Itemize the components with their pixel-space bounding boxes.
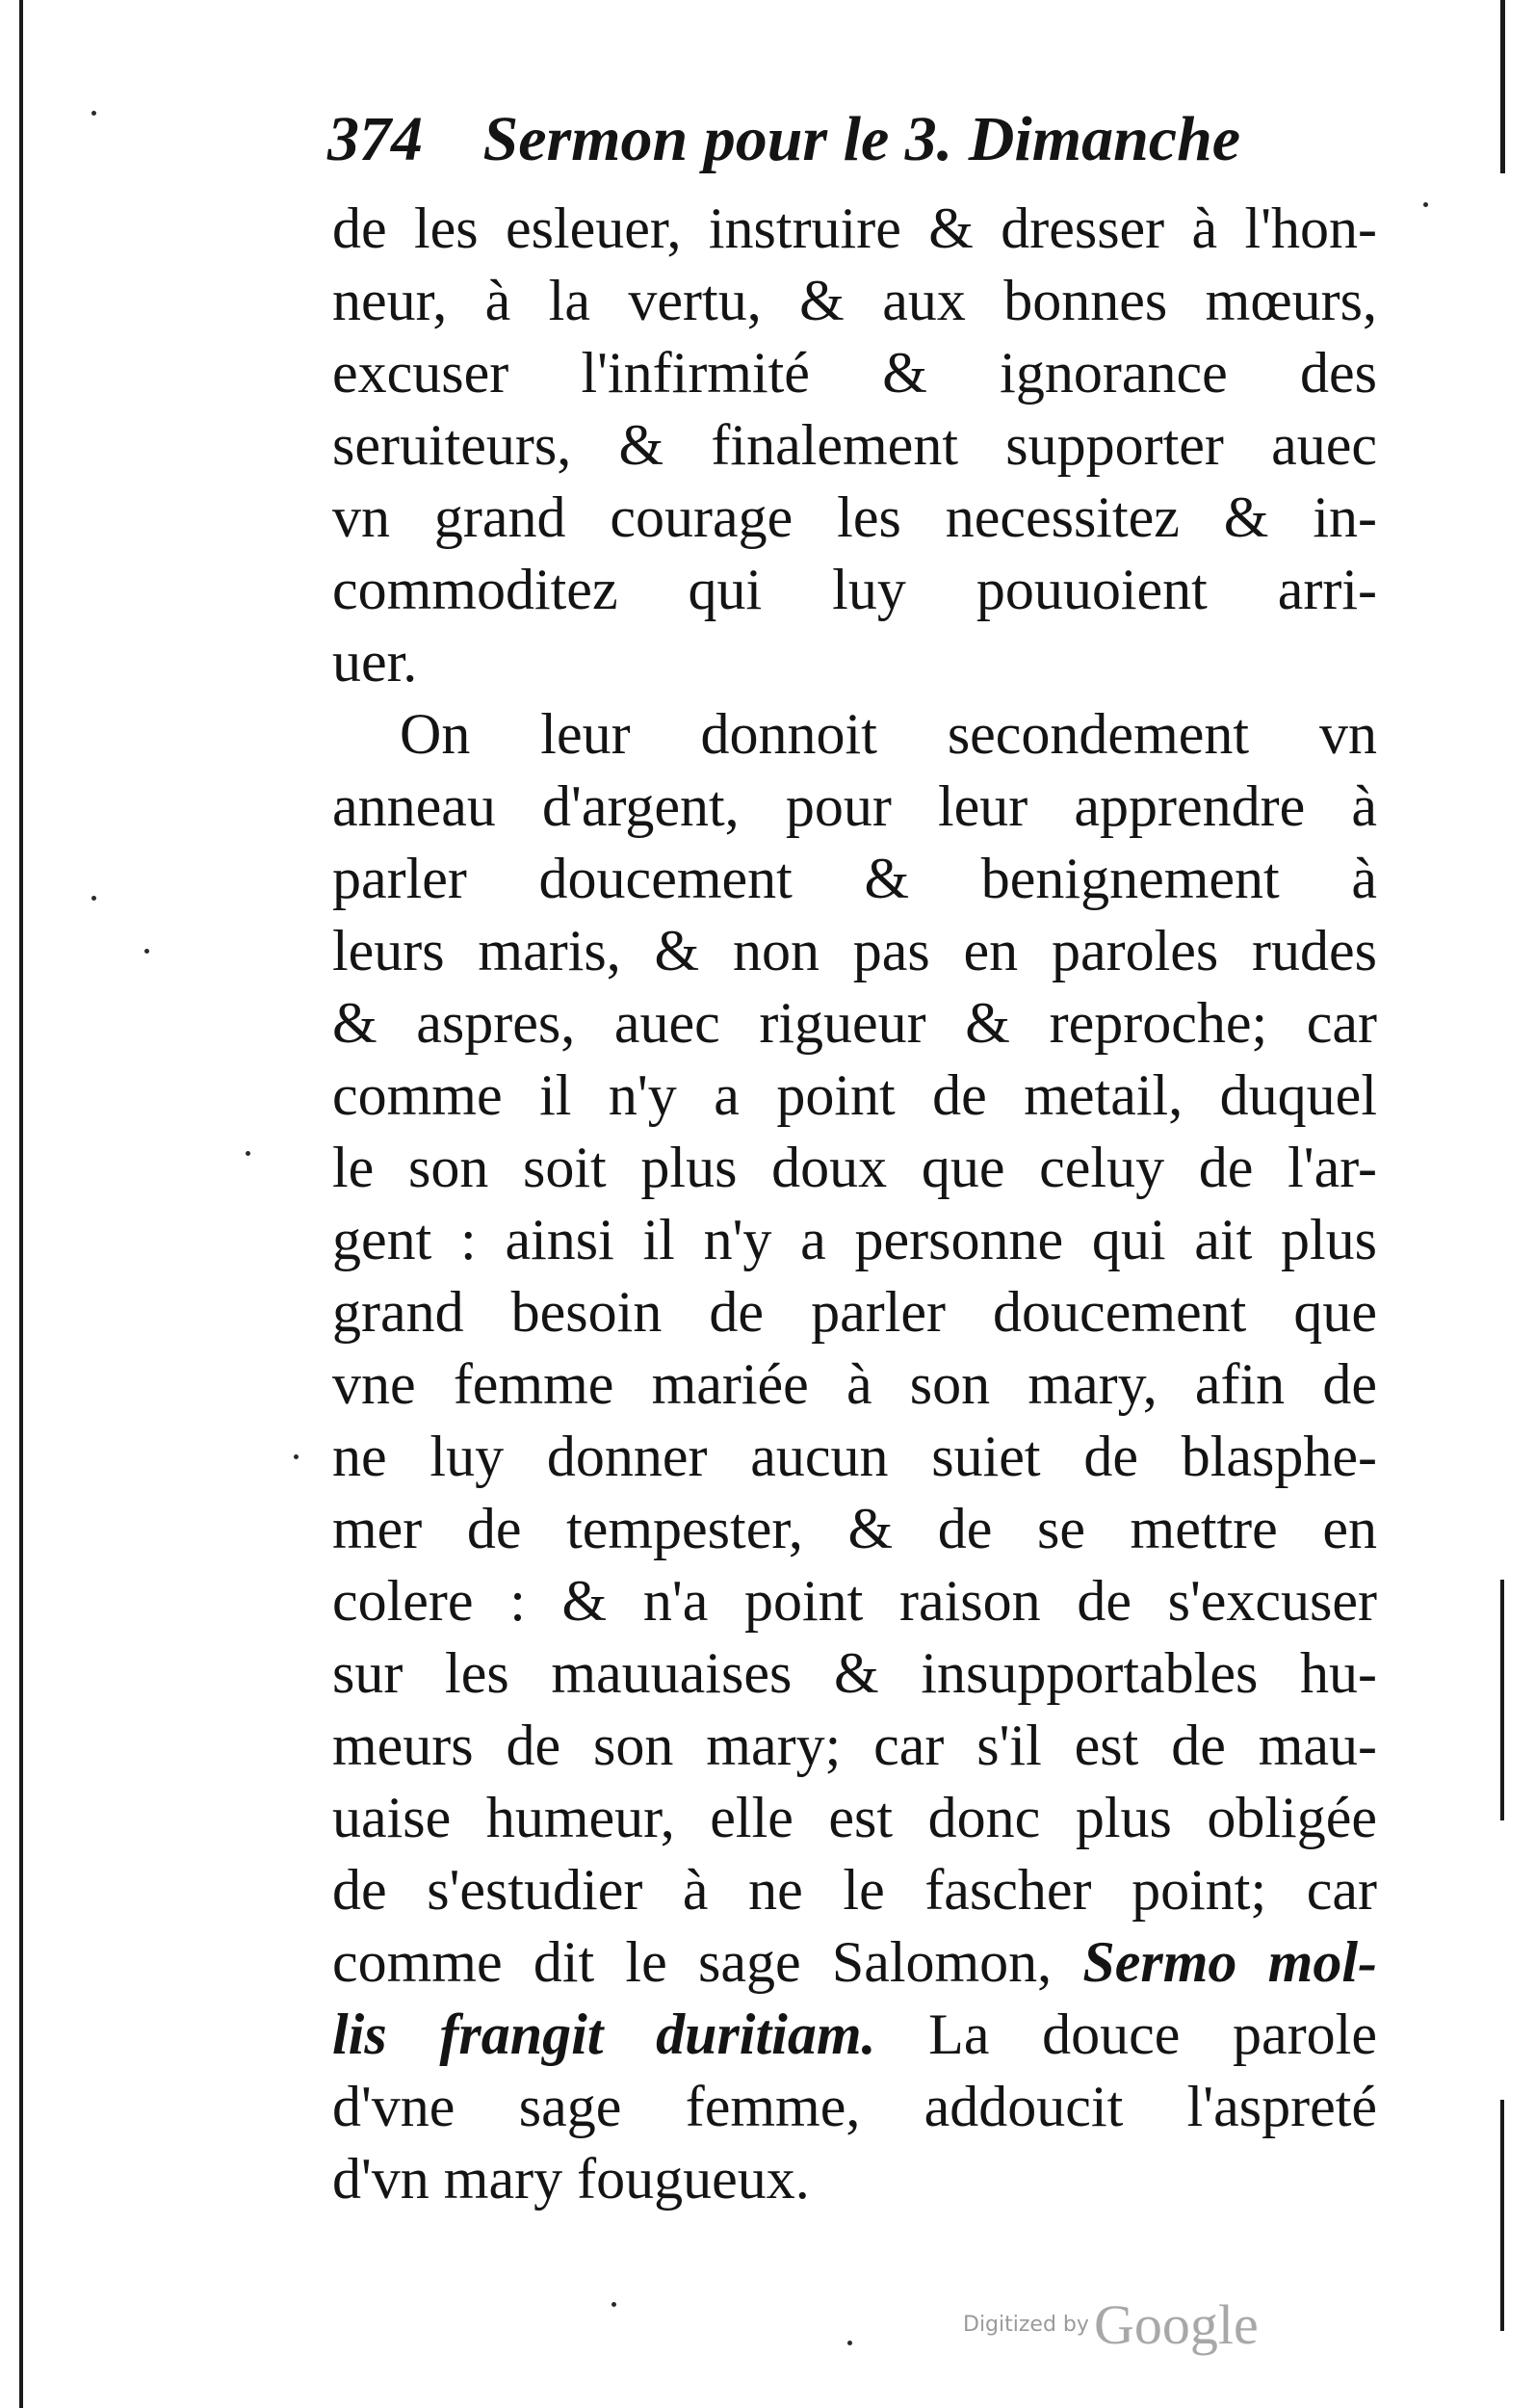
latin-quote-continued: lis frangit duritiam. (332, 2002, 876, 2066)
page-edge-right-top (1500, 0, 1505, 173)
text-line: d'vn mary fougueux. (332, 2147, 810, 2211)
text-line: parler doucement & benignement à (332, 847, 1377, 910)
text-line: de les esleuer, instruire & dresser à l'hon- (332, 196, 1377, 260)
text-line: excuser l'infirmité & ignorance des (332, 341, 1377, 405)
text-line: uaise humeur, elle est donc plus obligée (332, 1786, 1377, 1849)
print-speck (91, 111, 96, 116)
page-edge-right-low (1500, 2100, 1504, 2331)
print-speck (847, 2341, 852, 2345)
text-line: sur les mauuaises & insupportables hu- (332, 1641, 1377, 1705)
digitized-by-google-watermark (963, 2292, 1310, 2369)
body-text (332, 193, 1377, 2215)
text-line: neur, à la vertu, & aux bonnes mœurs, (332, 269, 1377, 332)
text-line: mer de tempester, & de se mettre en (332, 1497, 1377, 1560)
text-line: comme il n'y a point de metail, duquel (332, 1063, 1377, 1127)
paragraph-start-line: On leur donnoit secondement vn (400, 702, 1377, 766)
digitized-label: Digitized by (963, 2313, 1089, 2337)
google-wordmark: Google (1094, 2293, 1259, 2356)
page-edge-right-mid (1500, 1580, 1504, 1820)
text-line: commoditez qui luy pouuoient arri- (332, 558, 1377, 621)
text-line: vne femme mariée à son mary, afin de (332, 1352, 1377, 1416)
running-head: Sermon pour le 3. Dimanche (482, 104, 1241, 174)
text-segment: comme dit le sage Salomon, (332, 1930, 1083, 1994)
page-number: 374 (327, 104, 423, 174)
page-edge-left (19, 0, 23, 2408)
text-line: leurs maris, & non pas en paroles rudes (332, 919, 1377, 982)
print-speck (246, 1151, 250, 1156)
text-line: vn grand courage les necessitez & in- (332, 485, 1377, 549)
text-line: grand besoin de parler doucement que (332, 1280, 1377, 1344)
print-speck (611, 2302, 616, 2307)
text-line-with-latin (332, 1999, 1377, 2071)
text-line-with-latin (332, 1926, 1377, 1999)
text-segment: La douce parole (875, 2002, 1377, 2066)
text-line: meurs de son mary; car s'il est de mau- (332, 1714, 1377, 1777)
latin-quote: Sermo mol- (1082, 1930, 1377, 1994)
text-line: gent : ainsi il n'y a personne qui ait plus (332, 1208, 1377, 1271)
text-line: le son soit plus doux que celuy de l'ar- (332, 1136, 1377, 1199)
text-line: & aspres, auec rigueur & reproche; car (332, 991, 1377, 1055)
text-line: de s'estudier à ne le fascher point; car (332, 1858, 1377, 1922)
text-line: seruiteurs, & finalement supporter auec (332, 413, 1377, 477)
print-speck (294, 1454, 299, 1459)
print-speck (1423, 202, 1428, 207)
text-line: colere : & n'a point raison de s'excuser (332, 1569, 1377, 1633)
text-line: anneau d'argent, pour leur apprendre à (332, 774, 1377, 838)
text-line: uer. (332, 630, 418, 694)
page-header (327, 96, 1367, 183)
text-line: ne luy donner aucun suiet de blasphe- (332, 1425, 1377, 1488)
text-line: d'vne sage femme, addoucit l'aspreté (332, 2075, 1377, 2138)
print-speck (144, 949, 149, 954)
print-speck (91, 896, 96, 901)
